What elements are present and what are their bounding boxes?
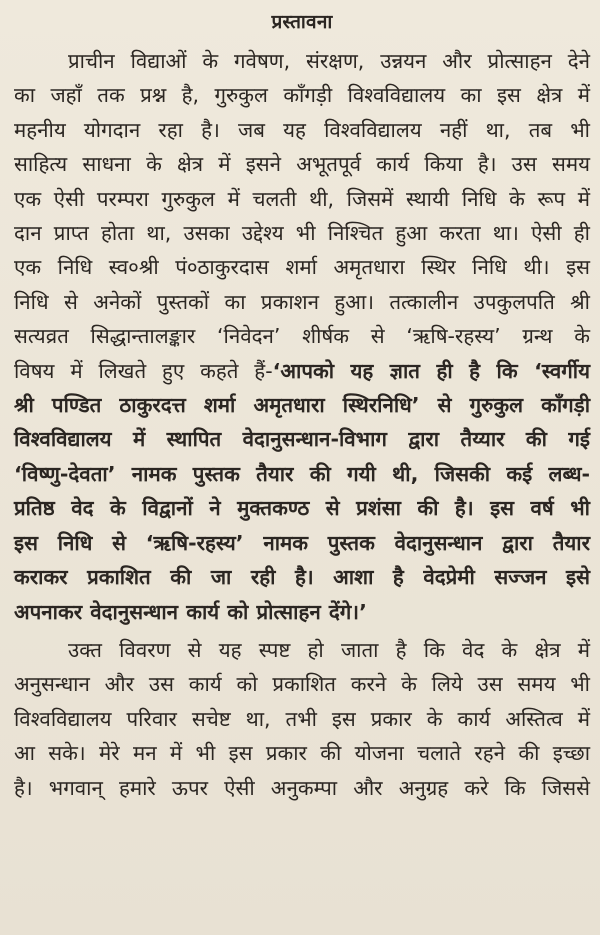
quote-line: कराकर प्रकाशित की जा रही है। आशा है वेदप्रेमी सज्जन इसे xyxy=(14,565,590,590)
quote-start: ‘आपको यह ज्ञात ही है कि ‘स्वर्गीय xyxy=(272,358,590,383)
text-line: एक निधि स्व०श्री पं०ठाकुरदास शर्मा अमृतधारा स्थिर निधि थी। इस xyxy=(14,255,590,280)
text-line: है। भगवान् हमारे ऊपर ऐसी अनुकम्पा और अनुग्रह करे कि जिससे xyxy=(14,775,590,800)
text-line: आ सके। मेरे मन में भी इस प्रकार की योजना चलाते रहने की इच्छा xyxy=(14,741,590,766)
text-line-mixed xyxy=(14,354,590,388)
quote-line: इस निधि से ‘ऋषि-रहस्य’ नामक पुस्तक वेदानुसन्धान द्वारा तैयार xyxy=(14,530,590,555)
text-line: दान प्राप्त होता था, उसका उद्देश्य भी निश्चित हुआ करता था। ऐसी ही xyxy=(14,221,590,246)
text-line: अनुसन्धान और उस कार्य को प्रकाशित करने के लिये उस समय भी xyxy=(14,672,590,697)
text-plain: विषय में लिखते हुए कहते हैं- xyxy=(14,358,273,383)
quote-line: अपनाकर वेदानुसन्धान कार्य को प्रोत्साहन देंगे।’ xyxy=(14,599,367,624)
page-title: प्रस्तावना xyxy=(271,11,333,33)
quote-line: प्रतिष्ठ वेद के विद्वानों ने मुक्तकण्ठ से प्रशंसा की है। इस वर्ष भी xyxy=(14,496,590,521)
quote-line: श्री पण्डित ठाकुरदत्त शर्मा अमृतधारा स्थिरनिधि’ से गुरुकुल काँगड़ी xyxy=(14,393,590,418)
quote-line: विश्वविद्यालय में स्थापित वेदानुसन्धान-विभाग द्वारा तैय्यार की गई xyxy=(14,427,590,452)
text-line: निधि से अनेकों पुस्तकों का प्रकाशन हुआ। तत्कालीन उपकुलपति श्री xyxy=(14,289,590,314)
text-line: साहित्य साधना के क्षेत्र में इसने अभूतपूर्व कार्य किया है। उस समय xyxy=(14,152,590,177)
text-line: विश्वविद्यालय परिवार सचेष्ट था, तभी इस प्रकार के कार्य अस्तित्व में xyxy=(14,706,590,731)
text-line: सत्यव्रत सिद्धान्तालङ्कार ‘निवेदन’ शीर्षक से ‘ऋषि-रहस्य’ ग्रन्थ के xyxy=(14,324,590,349)
quote-line: ‘विष्णु-देवता’ नामक पुस्तक तैयार की गयी थी, जिसकी कई लब्ध- xyxy=(14,461,590,486)
paragraph-2 xyxy=(14,633,590,805)
text-line: का जहाँ तक प्रश्न है, गुरुकुल काँगड़ी विश्वविद्यालय का इस क्षेत्र में xyxy=(14,83,590,108)
text-line: एक ऐसी परम्परा गुरुकुल में चलती थी, जिसमें स्थायी निधि के रूप में xyxy=(14,186,590,211)
text-line: महनीय योगदान रहा है। जब यह विश्वविद्यालय नहीं था, तब भी xyxy=(14,117,590,142)
paragraph-1 xyxy=(14,44,590,629)
text-line: प्राचीन विद्याओं के गवेषण, संरक्षण, उन्नयन और प्रोत्साहन देने xyxy=(68,49,590,73)
text-line: उक्त विवरण से यह स्पष्ट हो जाता है कि वेद के क्षेत्र में xyxy=(68,637,590,662)
